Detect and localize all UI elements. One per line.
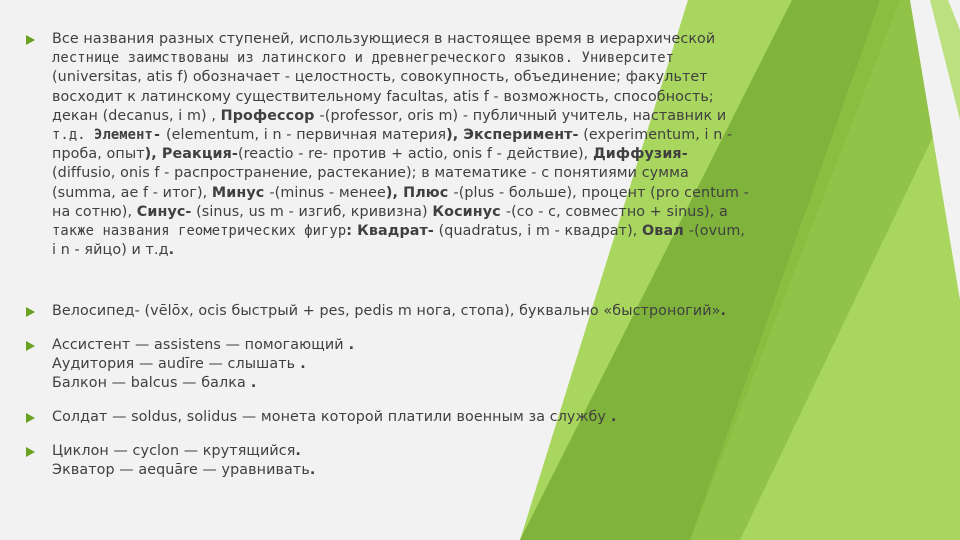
text-line: [52, 442, 315, 461]
text-run: Аудитория — audīre — слышать: [52, 356, 296, 373]
text-line: [52, 241, 826, 260]
text-run: также названия геометрических фигур: [52, 223, 347, 240]
text-run: Балкон — balcus — балка: [52, 375, 246, 392]
text-run: (reactio - re- против + actio, onis f - действие),: [237, 146, 593, 163]
text-run: .: [343, 337, 355, 353]
term-experiment: ), Эксперимент-: [446, 127, 579, 144]
text-line: [52, 355, 354, 374]
text-line: [52, 203, 826, 222]
bullet-text-4: [52, 408, 617, 427]
term-sinus: Синус-: [136, 203, 192, 220]
green-arrow-icon: [26, 307, 35, 317]
text-run: лестнице заимствованы из латинского и древнегреческого языков. Университет: [52, 50, 675, 67]
bullet-text-2: [52, 302, 726, 321]
text-run: -(plus - больше), процент (pro centum -: [453, 184, 749, 201]
text-run: .: [245, 375, 257, 392]
text-run: восходит к латинскому существительному facultas, atis f - возможность, способность;: [52, 88, 714, 105]
text-run: .: [295, 356, 306, 373]
text-run: .: [168, 242, 175, 259]
text-run: (universitas, atis f) обозначает - целостность, совокупность, объединение; факультет: [52, 69, 708, 86]
bullet-item-3: [26, 336, 354, 394]
text-run: -(ovum,: [688, 223, 746, 240]
green-arrow-icon: [26, 413, 35, 423]
text-line: [52, 222, 826, 241]
text-run: (summa, ae f - итог),: [52, 184, 212, 201]
bullet-item-1: [26, 30, 826, 260]
term-diffusion: Диффузия-: [592, 146, 688, 163]
text-run: -(co - с, совместно + sinus), а: [505, 203, 728, 220]
term-oval: Овал: [642, 223, 689, 240]
term-plus: ), Плюс: [385, 184, 454, 201]
bullet-text-3: [52, 336, 354, 394]
green-arrow-icon: [26, 341, 35, 351]
text-run: декан (decanus, i m) ,: [52, 107, 221, 124]
text-run: (experimentum, i n -: [578, 127, 733, 144]
text-run: .: [295, 443, 301, 459]
text-run: Ассистент — assistens — помогающий: [52, 337, 344, 353]
term-reaction: ), Реакция-: [144, 146, 238, 163]
text-line: [52, 408, 617, 427]
text-run: проба, опыт: [52, 146, 145, 163]
text-line: [52, 126, 826, 145]
term-element: Элемент-: [94, 127, 162, 144]
text-run: (sinus, us m - изгиб, кривизна): [191, 203, 433, 220]
text-run: Экватор — aequāre — уравнивать: [52, 462, 310, 479]
text-line: [52, 30, 826, 49]
text-run: (quadratus, i m - квадрат),: [433, 223, 643, 240]
text-run: .: [605, 409, 617, 425]
text-run: т.д.: [52, 127, 95, 144]
text-line: [52, 49, 826, 68]
bullet-item-2: [26, 302, 726, 321]
bullet-text-5: [52, 442, 315, 480]
term-square: : Квадрат-: [346, 223, 434, 240]
text-run: .: [720, 303, 727, 319]
text-line: [52, 88, 826, 107]
text-line: [52, 336, 354, 355]
text-line: [52, 164, 826, 183]
text-line: [52, 374, 354, 393]
text-run: Все названия разных ступеней, использующиеся в настоящее время в иерархической: [52, 31, 716, 47]
text-run: i n - яйцо) и т.д: [52, 242, 169, 259]
text-run: Циклон — cyclon — крутящийся: [52, 443, 296, 459]
text-line: [52, 68, 826, 87]
term-minus: Минус: [211, 184, 270, 201]
text-run: Солдат — soldus, solidus — монета которой платили военным за службу: [52, 409, 606, 425]
slide-body: [26, 30, 826, 530]
text-run: -(minus - менее: [269, 184, 386, 201]
green-arrow-icon: [26, 447, 35, 457]
term-professor: Профессор: [220, 107, 320, 124]
text-run: .: [309, 462, 316, 479]
green-arrow-icon: [26, 35, 35, 45]
text-run: (elementum, i n - первичная материя: [161, 127, 447, 144]
bullet-item-4: [26, 408, 617, 427]
text-line: [52, 184, 826, 203]
text-run: Велосипед- (vēlōx, ocis быстрый + pes, pedis m нога, стопа), буквально «быстроногий»: [52, 303, 721, 319]
text-line: [52, 302, 726, 321]
text-run: (diffusio, onis f - распространение, растекание); в математике - с понятиями сумма: [52, 165, 689, 182]
term-cosinus: Косинус: [432, 203, 506, 220]
text-line: [52, 461, 315, 480]
bullet-text-1: [52, 30, 826, 260]
text-run: на сотню),: [52, 203, 137, 220]
bullet-item-5: [26, 442, 315, 480]
text-line: [52, 107, 826, 126]
text-run: -(professor, oris m) - публичный учитель, наставник и: [319, 107, 727, 124]
text-line: [52, 145, 826, 164]
